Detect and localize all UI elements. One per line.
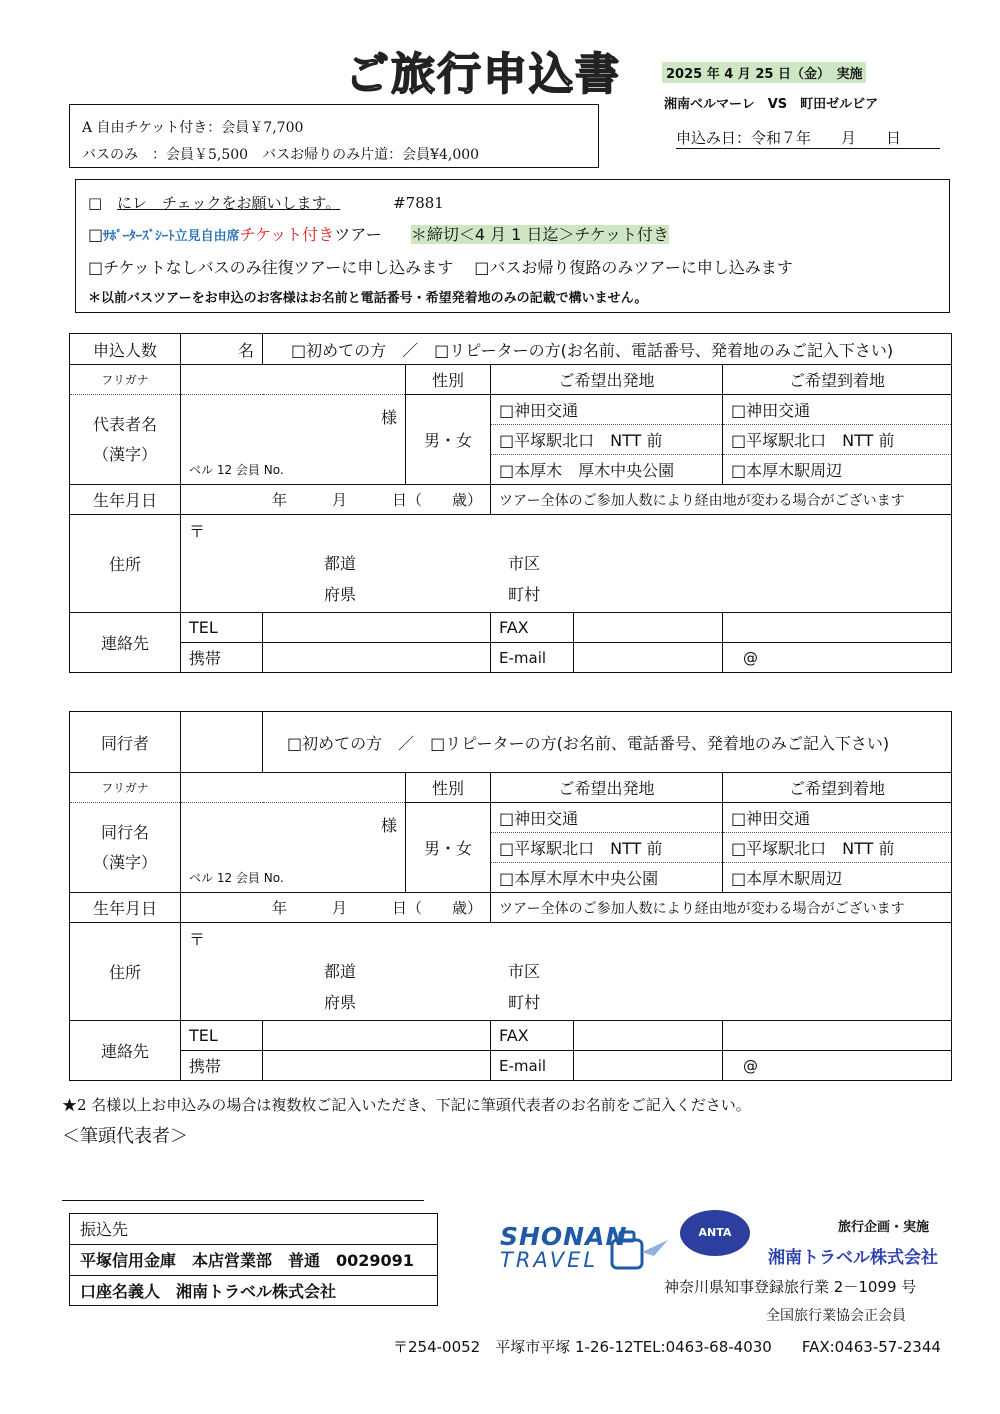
honorific: 様 bbox=[380, 408, 397, 427]
first-or-repeat-options[interactable]: □初めての方 ／ □リピーターの方(お名前、電話番号、発着地のみご記入下さい) bbox=[263, 334, 952, 365]
fax-field[interactable] bbox=[723, 613, 952, 643]
postal-mark: 〒 bbox=[189, 930, 206, 949]
name-label: 同行名 bbox=[100, 822, 149, 842]
arrival-option[interactable]: □平塚駅北口 NTT 前 bbox=[723, 425, 952, 455]
contact-label: 連絡先 bbox=[70, 613, 181, 673]
furigana-field[interactable] bbox=[181, 773, 406, 803]
gender-label: 性別 bbox=[406, 365, 491, 395]
tel-field[interactable] bbox=[263, 1021, 491, 1051]
departure-option[interactable]: □本厚木 厚木中央公園 bbox=[491, 455, 723, 485]
arrival-option[interactable]: □神田交通 bbox=[723, 395, 952, 425]
fax-text: FAX bbox=[499, 618, 529, 637]
postal-mark: 〒 bbox=[189, 522, 206, 541]
kanji-label: （漢字） bbox=[92, 852, 157, 872]
prefecture-label: 都道 bbox=[324, 554, 357, 573]
page-title: ご旅行申込書 bbox=[345, 49, 621, 100]
companion-name-label bbox=[70, 803, 181, 893]
gender-label: 性別 bbox=[406, 773, 491, 803]
shonan-travel-logo-sub: TRAVEL bbox=[500, 1248, 599, 1272]
gender-options[interactable]: 男・女 bbox=[406, 803, 491, 893]
company-name: 湘南トラベル株式会社 bbox=[768, 1248, 938, 1268]
representative-signature-line[interactable] bbox=[62, 1200, 424, 1201]
address-field[interactable] bbox=[181, 923, 952, 1021]
departure-label: ご希望出発地 bbox=[491, 365, 723, 395]
previous-customer-note: ＊以前バスツアーをお申込のお客様はお名前と電話番号・希望発着地のみの記載で構いません。 bbox=[88, 291, 648, 306]
companion-table bbox=[69, 711, 952, 1081]
option-bus-only bbox=[88, 252, 937, 283]
companion-name-field[interactable] bbox=[181, 803, 406, 893]
prefecture-label: 府県 bbox=[324, 585, 357, 604]
match-name: 湘南ベルマーレ VS 町田ゼルビア bbox=[664, 97, 879, 112]
birthdate-field[interactable]: 年 月 日（ 歳） bbox=[181, 485, 491, 515]
tel-label: TEL bbox=[181, 613, 263, 643]
fax-field[interactable] bbox=[723, 1021, 952, 1051]
fax-label bbox=[491, 613, 723, 643]
shonan-travel-logo: SHONAN bbox=[500, 1222, 628, 1251]
departure-option[interactable]: □神田交通 bbox=[491, 395, 723, 425]
at-mark: @ bbox=[743, 1056, 758, 1075]
email-label bbox=[491, 643, 723, 673]
gender-options[interactable]: 男・女 bbox=[406, 395, 491, 485]
deadline-label: ＊締切＜4 月 1 日迄＞チケット付き bbox=[410, 225, 670, 244]
departure-option[interactable]: □平塚駅北口 NTT 前 bbox=[491, 425, 723, 455]
mobile-field[interactable] bbox=[263, 1051, 491, 1081]
email-field[interactable] bbox=[723, 643, 952, 673]
arrival-option[interactable]: □本厚木駅周辺 bbox=[723, 455, 952, 485]
representative-name-label bbox=[70, 395, 181, 485]
member-no-label: ベル 12 会員 No. bbox=[189, 871, 284, 885]
furigana-field[interactable] bbox=[181, 365, 406, 395]
city-label: 町村 bbox=[508, 993, 541, 1012]
route-note: ツアー全体のご参加人数により経由地が変わる場合がございます bbox=[491, 485, 952, 515]
check-instruction bbox=[88, 188, 937, 219]
association-membership: 全国旅行業協会正会員 bbox=[766, 1308, 906, 1324]
lead-representative-label: ＜筆頭代表者＞ bbox=[62, 1126, 188, 1147]
furigana-label: フリガナ bbox=[70, 773, 181, 803]
bank-title: 振込先 bbox=[70, 1214, 437, 1245]
member-no-label: ベル 12 会員 No. bbox=[189, 463, 284, 477]
registration-number: 神奈川県知事登録旅行業 2－1099 号 bbox=[664, 1278, 917, 1296]
email-text: E-mail bbox=[499, 1057, 547, 1075]
name-label: 代表者名 bbox=[92, 414, 157, 434]
furigana-label: フリガナ bbox=[70, 365, 181, 395]
departure-option[interactable]: □神田交通 bbox=[491, 803, 723, 833]
departure-label: ご希望出発地 bbox=[491, 773, 723, 803]
mobile-label: 携帯 bbox=[181, 1051, 263, 1081]
email-field[interactable] bbox=[723, 1051, 952, 1081]
address-label: 住所 bbox=[70, 923, 181, 1021]
birthdate-field[interactable]: 年 月 日（ 歳） bbox=[181, 893, 491, 923]
prefecture-label: 府県 bbox=[324, 993, 357, 1012]
representative-name-field[interactable] bbox=[181, 395, 406, 485]
company-address: 〒254-0052 平塚市平塚 1-26-12TEL:0463-68-4030 FAX:0463-57-2344 bbox=[393, 1338, 941, 1356]
tour-label: ツアー bbox=[334, 225, 398, 244]
departure-option[interactable]: □平塚駅北口 NTT 前 bbox=[491, 833, 723, 863]
birthdate-label: 生年月日 bbox=[70, 893, 181, 923]
arrival-option[interactable]: □本厚木駅周辺 bbox=[723, 863, 952, 893]
check-text: にレ チェックをお願いします。 bbox=[116, 194, 341, 212]
city-label: 市区 bbox=[508, 554, 541, 573]
route-note: ツアー全体のご参加人数により経由地が変わる場合がございます bbox=[491, 893, 952, 923]
city-label: 市区 bbox=[508, 962, 541, 981]
bank-account: 平塚信用金庫 本店営業部 普通 0029091 bbox=[70, 1245, 437, 1276]
option-supporter-tour bbox=[88, 219, 937, 252]
contact-label: 連絡先 bbox=[70, 1021, 181, 1081]
arrival-label: ご希望到着地 bbox=[723, 365, 952, 395]
mobile-label: 携帯 bbox=[181, 643, 263, 673]
checkbox[interactable]: □ bbox=[88, 225, 104, 244]
birthdate-label: 生年月日 bbox=[70, 485, 181, 515]
multi-applicant-note: ★2 名様以上お申込みの場合は複数枚ご記入いただき、下記に筆頭代表者のお名前をご記入ください。 bbox=[62, 1096, 751, 1114]
fax-text: FAX bbox=[499, 1026, 529, 1045]
arrival-label: ご希望到着地 bbox=[723, 773, 952, 803]
price-line-bus: バスのみ ：会員￥5,500 バスお帰りのみ片道：会員¥4,000 bbox=[82, 147, 480, 163]
mobile-field[interactable] bbox=[263, 643, 491, 673]
price-box bbox=[69, 104, 599, 168]
tel-field[interactable] bbox=[263, 613, 491, 643]
supporter-seat-label: ｻﾎﾟｰﾀｰｽﾞｼｰﾄ立見自由席 bbox=[103, 229, 240, 244]
price-line-ticket: A 自由チケット付き：会員￥7,700 bbox=[82, 120, 304, 136]
bus-round-option[interactable]: □チケットなしバスのみ往復ツアーに申し込みます bbox=[88, 258, 454, 277]
anta-logo: ANTA bbox=[680, 1210, 750, 1256]
ticket-included-label: チケット付き bbox=[239, 225, 335, 244]
city-label: 町村 bbox=[508, 585, 541, 604]
prefecture-label: 都道 bbox=[324, 962, 357, 981]
at-mark: @ bbox=[743, 648, 758, 667]
companion-count-field[interactable] bbox=[181, 712, 263, 773]
apply-date-field[interactable]: 申込み日：令和７年 月 日 bbox=[676, 127, 940, 149]
checkbox[interactable]: □ bbox=[88, 194, 103, 212]
applicant-count-field[interactable] bbox=[181, 334, 263, 365]
tel-label: TEL bbox=[181, 1021, 263, 1051]
honorific: 様 bbox=[380, 816, 397, 835]
address-label: 住所 bbox=[70, 515, 181, 613]
fax-label bbox=[491, 1021, 723, 1051]
arrival-option[interactable]: □神田交通 bbox=[723, 803, 952, 833]
kanji-label: （漢字） bbox=[92, 444, 157, 464]
arrival-option[interactable]: □平塚駅北口 NTT 前 bbox=[723, 833, 952, 863]
count-unit: 名 bbox=[237, 340, 254, 360]
first-or-repeat-options[interactable]: □初めての方 ／ □リピーターの方(お名前、電話番号、発着地のみご記入下さい) bbox=[263, 712, 952, 773]
departure-option[interactable]: □本厚木厚木中央公園 bbox=[491, 863, 723, 893]
bank-account-holder: 口座名義人 湘南トラベル株式会社 bbox=[80, 1282, 337, 1301]
address-field[interactable] bbox=[181, 515, 952, 613]
suitcase-icon bbox=[604, 1226, 670, 1274]
options-box bbox=[75, 179, 950, 313]
applicant-count-label: 申込人数 bbox=[70, 334, 181, 365]
bank-transfer-box bbox=[69, 1213, 438, 1306]
email-text: E-mail bbox=[499, 649, 547, 667]
planning-label: 旅行企画・実施 bbox=[838, 1220, 930, 1235]
applicant-table bbox=[69, 333, 952, 673]
email-label bbox=[491, 1051, 723, 1081]
tour-code: #7881 bbox=[393, 194, 444, 212]
event-date: 2025 年 4 月 25 日（金） 実施 bbox=[662, 62, 866, 83]
companion-label: 同行者 bbox=[70, 712, 181, 773]
bus-return-option[interactable]: □バスお帰り復路のみツアーに申し込みます bbox=[474, 258, 793, 277]
